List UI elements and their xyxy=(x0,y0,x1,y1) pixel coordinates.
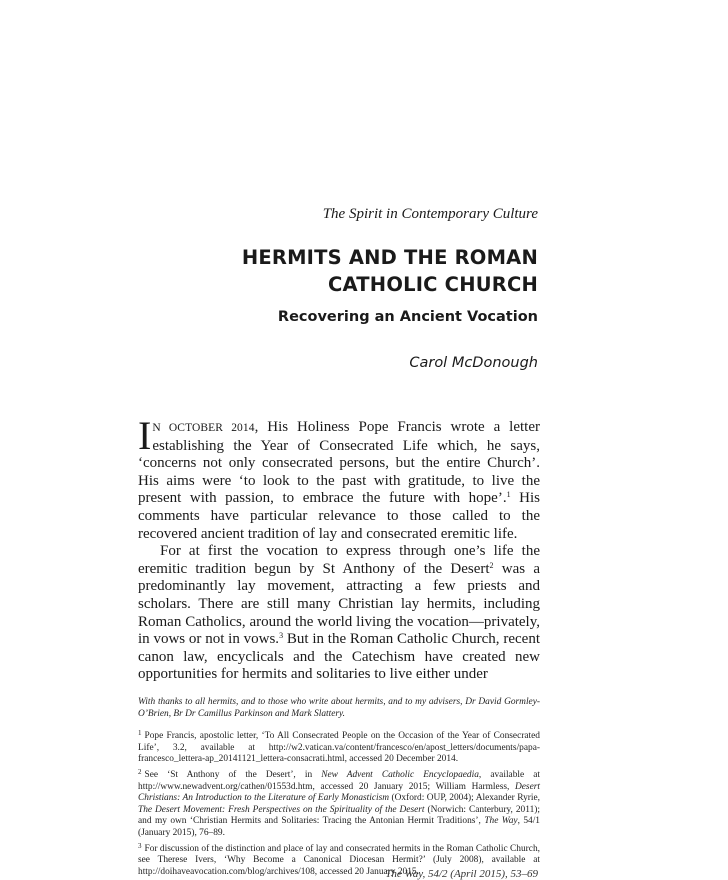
article-title-line-2: CATHOLIC CHURCH xyxy=(328,273,538,296)
footnote-1-text: Pope Francis, apostolic letter, ‘To All Consecrated People on the Occasion of the Year of Consecrated Life’, 3.2, available at http://w2.vatican.va/content/francesco/en/apost_letters/documents/papa-francesco_lettera-ap_20141121_lettera-consacrati.html, accessed 20 December 2014. xyxy=(138,731,540,765)
series-heading: The Spirit in Contemporary Culture xyxy=(322,206,538,222)
paragraph-1 xyxy=(138,413,540,543)
footnote-3-text: For discussion of the distinction and place of lay and consecrated hermits in the Roman Catholic Church, see Therese Ivers, ‘Why Become a Canonical Diocesan Hermit?’ (July 2008), available at http://doihaveavocation.com/blog/archives/108, accessed 20 January 2015. xyxy=(138,843,540,877)
small-caps-lead: N OCTOBER 2014 xyxy=(152,422,255,434)
footnote-2-text-b: , available at http://www.newadvent.org/cathen/01553d.htm, accessed 20 January 2015; William Harmless, xyxy=(138,769,540,792)
page-footer-citation: The Way, 54/2 (April 2015), 53–69 xyxy=(385,868,538,880)
footnote-2-text-c: (Oxford: OUP, 2004); Alexander Ryrie, xyxy=(389,793,540,804)
acknowledgement-note: With thanks to all hermits, and to those who write about hermits, and to my advisers, Dr David Gormley-O’Brien, Br Dr Camillus Parkinson and Mark Slattery. xyxy=(138,697,540,719)
author-name: Carol McDonough xyxy=(409,355,538,371)
footnote-2-number: 2 xyxy=(138,767,142,776)
footnote-2-text-a: See ‘St Anthony of the Desert’, in xyxy=(144,769,322,780)
footnote-2-italic-b: Desert Christians: An Introduction to the Literature of Early Monasticism xyxy=(138,781,540,804)
paragraph-2-text-b: was a predominantly lay movement, attracting a few priests and scholars. There are still many Christian lay hermits, including Roman Catholics, around the world living the vocation—privately, in vows or not in vows. xyxy=(138,560,540,648)
article-subtitle: Recovering an Ancient Vocation xyxy=(277,309,538,325)
article-title xyxy=(118,244,538,298)
footnote-ref-1[interactable]: 1 xyxy=(506,490,511,500)
footnote-2-italic-a: New Advent Catholic Encyclopaedia xyxy=(321,769,479,780)
footnote-ref-2[interactable]: 2 xyxy=(489,560,494,570)
paragraph-1-text-a: , His Holiness Pope Francis wrote a letter establishing the Year of Consecrated Life which, he says, ‘concerns not only consecrated persons, but the entire Church’. His aims were ‘to look to the past with gratitude, to live the present with passion, to embrace the future with hope’. xyxy=(138,419,540,507)
paragraph-2-text-c: But in the Roman Catholic Church, recent canon law, encyclicals and the Catechism have created new opportunities for hermits and solitaries to live either under xyxy=(138,631,540,683)
paragraph-1-text-b: His comments have particular relevance to those called to the recovered ancient tradition of lay and consecrated eremitic life. xyxy=(138,490,540,542)
footnote-2 xyxy=(138,767,540,840)
footnote-ref-3[interactable]: 3 xyxy=(279,631,284,641)
footnote-2-italic-c: The Desert Movement: Fresh Perspectives on the Spirituality of the Desert xyxy=(138,804,425,815)
paragraph-2 xyxy=(138,543,540,684)
drop-cap: I xyxy=(138,413,152,458)
paragraph-2-text-a: For at first the vocation to express through one’s life the eremitic tradition begun by St Anthony of the Desert xyxy=(138,543,540,577)
footnote-2-italic-d: The Way xyxy=(484,816,518,827)
footnotes xyxy=(138,697,540,879)
article-body xyxy=(138,413,540,684)
footnote-1 xyxy=(138,728,540,766)
footnote-2-text-d: (Norwich: Canterbury, 2011); and my own ‘Christian Hermits and Solitaries: Tracing the Antonian Hermit Traditions’, xyxy=(138,804,540,827)
footnote-3-number: 3 xyxy=(138,841,142,850)
article-title-line-1: HERMITS AND THE ROMAN xyxy=(241,246,538,269)
footnote-1-number: 1 xyxy=(138,729,142,738)
footnote-2-text-e: , 54/1 (January 2015), 76–89. xyxy=(138,816,540,838)
